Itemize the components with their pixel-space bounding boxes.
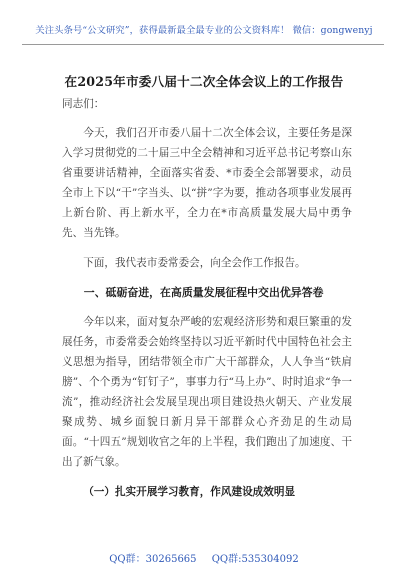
header-divider — [22, 44, 384, 45]
footer-qq-group-2[interactable]: QQ群:535304092 — [211, 554, 299, 565]
footer-qq-group-1[interactable]: QQ群：30265665 — [109, 554, 197, 565]
document-title: 在2025年市委八届十二次全体会议上的工作报告 — [64, 74, 344, 89]
body-paragraph-1: 今天，我们召开市委八届十二次全体会议，主要任务是深入学习贯彻党的二十届三中全会精神和习近平总书记考察山东省重要讲话精神，全面落实省委、*市委全会部署要求，动员全市上下以“干”字当头、以“拼”字为要，推动各项事业发展再上新台阶、再上新水平，全力在*市高质量发展大局中勇争先、当先锋。 — [62, 127, 352, 239]
document-body — [62, 94, 352, 512]
header-notice[interactable]: 关注头条号“公文研究”，获得最新最全最专业的公文资料库！ 微信：gongwenyj — [35, 25, 373, 36]
body-paragraph-2: 下面，我代表市委常委会，向全会作工作报告。 — [83, 257, 306, 269]
subsection-heading: （一）扎实开展学习教育，作风建设成效明显 — [83, 486, 296, 498]
section-heading: 一、砥砺奋进，在高质量发展征程中交出优异答卷 — [83, 286, 324, 299]
section-paragraph: 今年以来，面对复杂严峻的宏观经济形势和艰巨繁重的发展任务，市委常委会始终坚持以习近平新时代中国特色社会主义思想为指导，团结带领全市广大干部群众，人人争当“铁肩膀”、个个勇为“钉钉子”，事事力行“马上办”、时时追求“争一流”，推动经济社会发展呈现出项目建设热火朝天、产业发展聚成势、城乡面貌日新月异干部群众心齐劲足的生动局面。“十四五”规划收官之年的上半程，我们跑出了加速度、干出了新气象。 — [62, 316, 352, 468]
footer-contacts — [0, 550, 408, 565]
salutation: 同志们： — [62, 98, 105, 110]
